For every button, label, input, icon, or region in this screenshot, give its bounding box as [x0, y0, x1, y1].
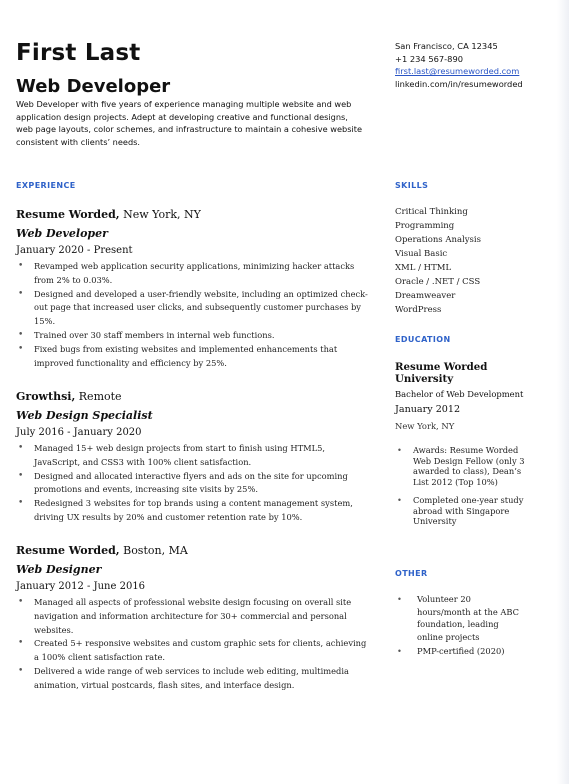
- education-bullet: • Awards: Resume Worded Web Design Fellow (only 3 awarded to class), Dean’s List 2012 (Top 10%): [395, 445, 535, 487]
- job-bullet: • Fixed bugs from existing websites and implemented enhancements that improved functionality and efficiency by 25%.: [16, 343, 371, 371]
- job-title: Web Design Specialist: [16, 409, 153, 422]
- job-bullets: [16, 596, 371, 693]
- education-school: Resume Worded University: [395, 361, 488, 385]
- contact-email-link[interactable]: first.last@resumeworded.com: [395, 66, 520, 76]
- skill-item: Operations Analysis: [395, 235, 482, 245]
- job-location: Remote: [75, 390, 122, 403]
- job-bullet: • Delivered a wide range of web services to include web editing, multimedia animation, virtual postcards, flash sites, and interface design.: [16, 665, 371, 693]
- job-bullets: [16, 442, 371, 525]
- skills-list: [395, 205, 545, 317]
- skill-item: Oracle / .NET / CSS: [395, 277, 481, 287]
- job-title: Web Designer: [16, 563, 102, 576]
- job-bullet: • Created 5+ responsive websites and custom graphic sets for clients, achieving a 100% client satisfaction rate.: [16, 637, 371, 665]
- job-company-line: [16, 389, 371, 404]
- education-bullets: [395, 445, 535, 527]
- job-bullet: • Revamped web application security applications, minimizing hacker attacks from 2% to 0.03%.: [16, 260, 371, 288]
- job-entry: [16, 543, 371, 693]
- contact-phone: +1 234 567-890: [395, 53, 464, 64]
- job-location: New York, NY: [119, 208, 201, 221]
- education-bullet: • Completed one-year study abroad with Singapore University: [395, 495, 535, 527]
- job-bullet: • Designed and allocated interactive flyers and ads on the site for upcoming promotions and events, increasing site visits by 25%.: [16, 470, 371, 498]
- job-bullet: • Trained over 30 staff members in internal web functions.: [16, 329, 371, 343]
- skill-item: XML / HTML: [395, 263, 452, 273]
- contact-location: San Francisco, CA 12345: [395, 41, 498, 51]
- education-degree: Bachelor of Web Development: [395, 389, 524, 399]
- contact-block: [395, 40, 555, 90]
- job-bullets: [16, 260, 371, 370]
- skill-item: Critical Thinking: [395, 207, 468, 217]
- job-location: Boston, MA: [119, 544, 188, 557]
- other-bullet: • Volunteer 20 hours/month at the ABC foundation, leading online projects: [395, 593, 525, 643]
- job-company: Resume Worded,: [16, 208, 120, 221]
- candidate-role: Web Developer: [16, 76, 171, 97]
- skill-item: Visual Basic: [395, 249, 448, 259]
- job-entry: [16, 389, 371, 525]
- page-edge-shadow: [557, 0, 569, 784]
- job-title: Web Developer: [16, 227, 108, 240]
- education-heading: EDUCATION: [395, 335, 451, 344]
- other-bullet: • PMP-certified (2020): [395, 645, 525, 658]
- job-company: Resume Worded,: [16, 544, 120, 557]
- skills-heading: SKILLS: [395, 181, 429, 190]
- education-date: January 2012: [395, 404, 461, 415]
- job-company: Growthsi,: [16, 390, 76, 403]
- other-block: [395, 593, 525, 658]
- education-block: [395, 361, 535, 527]
- skill-item: WordPress: [395, 305, 442, 315]
- job-dates: January 2020 - Present: [16, 245, 133, 256]
- job-entry: [16, 207, 371, 370]
- job-dates: January 2012 - June 2016: [16, 581, 146, 592]
- job-bullet: • Designed and developed a user-friendly website, including an optimized check-out page that increased user clicks, and subsequently customer purchases by 15%.: [16, 288, 371, 329]
- job-company-line: [16, 543, 371, 558]
- other-heading: OTHER: [395, 569, 428, 578]
- job-bullet: • Managed 15+ web design projects from start to finish using HTML5, JavaScript, and CSS3 with 100% client satisfaction.: [16, 442, 371, 470]
- job-bullet: • Managed all aspects of professional website design focusing on overall site navigation and information architecture for 30+ commercial and personal websites.: [16, 596, 371, 637]
- job-dates: July 2016 - January 2020: [16, 427, 142, 438]
- experience-heading: EXPERIENCE: [16, 181, 76, 190]
- education-location: New York, NY: [395, 421, 455, 431]
- job-bullet: • Redesigned 3 websites for top brands using a content management system, driving UX results by 20% and customer retention rate by 10%.: [16, 497, 371, 525]
- candidate-name: First Last: [16, 40, 141, 66]
- job-company-line: [16, 207, 371, 222]
- contact-linkedin: linkedin.com/in/resumeworded: [395, 78, 523, 89]
- skill-item: Dreamweaver: [395, 291, 456, 301]
- other-bullets: [395, 593, 525, 658]
- summary-text: Web Developer with five years of experience managing multiple website and web application design projects. Adept at developing creative and functional designs, web page layouts, color schemes, and infrastructure to maintain a cohesive website consistent with clients’ needs.: [16, 99, 363, 147]
- skill-item: Programming: [395, 221, 455, 231]
